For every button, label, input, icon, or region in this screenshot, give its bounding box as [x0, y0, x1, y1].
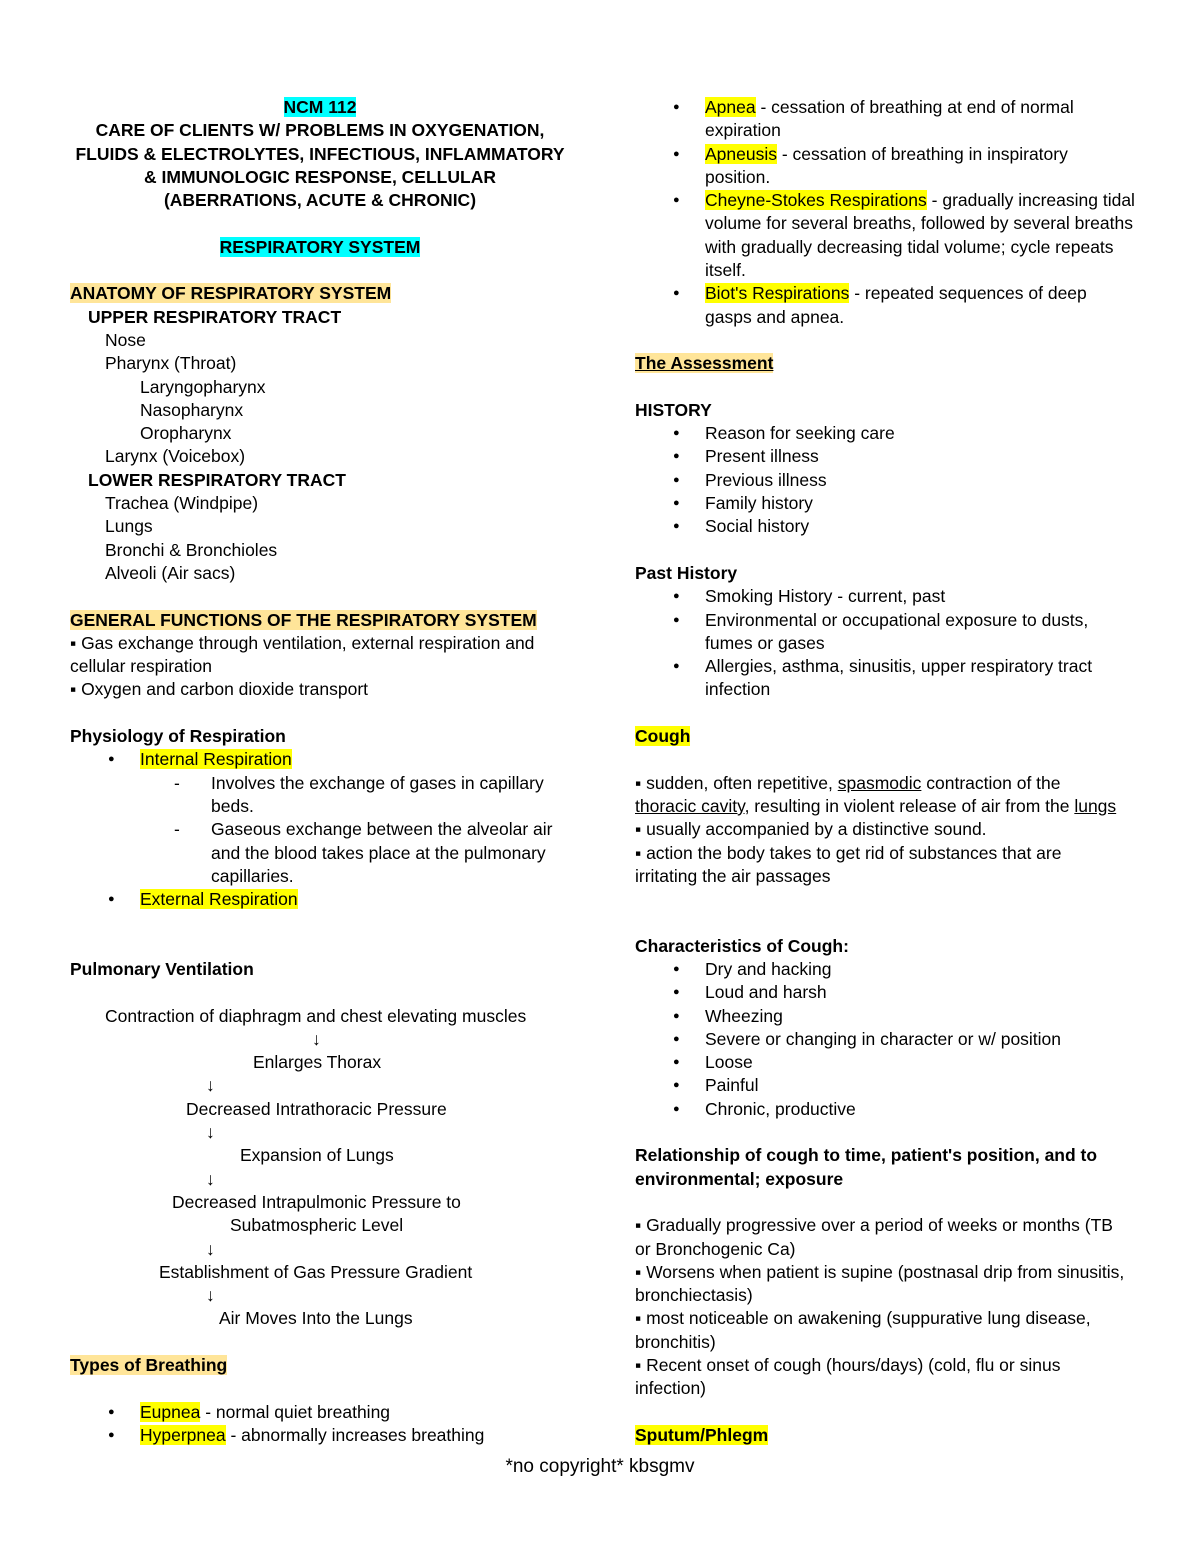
ventilation-step-5b: Subatmospheric Level [230, 1215, 404, 1236]
list-item: - Involves the exchange of gases in capillary beds. [70, 772, 570, 819]
history-label: HISTORY [635, 399, 712, 420]
list-item: ● Previous illness [635, 469, 1135, 492]
ventilation-step-6: Establishment of Gas Pressure Gradient [159, 1261, 473, 1282]
cough-definition-3: ▪ usually accompanied by a distinctive sound. [635, 819, 987, 840]
list-item: ● Internal Respiration [70, 748, 570, 771]
cough-relationship-line: ▪ Worsens when patient is supine (postnasal drip from sinusitis, [635, 1261, 1125, 1282]
page-footer: *no copyright* kbsgmv [505, 1456, 695, 1477]
anatomy-bronchi: Bronchi & Bronchioles [105, 539, 278, 560]
cough-relationship-line: bronchiectasis) [635, 1285, 753, 1306]
list-item: ● Allergies, asthma, sinusitis, upper respiratory tract infection [635, 655, 1135, 702]
ventilation-step-2: Enlarges Thorax [253, 1052, 382, 1073]
function-line-2: cellular respiration [70, 656, 213, 677]
cough-relationship-line: ▪ most noticeable on awakening (suppurative lung disease, [635, 1308, 1091, 1329]
list-item: ● Dry and hacking [635, 958, 1135, 981]
title-line-2: FLUIDS & ELECTROLYTES, INFECTIOUS, INFLAMMATORY [75, 143, 565, 164]
past-history-label: Past History [635, 562, 738, 583]
ventilation-heading: Pulmonary Ventilation [70, 958, 254, 979]
list-item: ● Apneusis - cessation of breathing in inspiratory position. [635, 143, 1135, 190]
list-item: ● Family history [635, 492, 1135, 515]
list-item: ● Painful [635, 1074, 1135, 1097]
left-column [70, 96, 570, 1447]
title-line-1: CARE OF CLIENTS W/ PROBLEMS IN OXYGENATION, [95, 120, 545, 141]
system-title: RESPIRATORY SYSTEM [219, 236, 421, 257]
ventilation-step-3: Decreased Intrathoracic Pressure [186, 1098, 447, 1119]
list-item: ● External Respiration [70, 888, 570, 911]
function-line-3: ▪ Oxygen and carbon dioxide transport [70, 679, 369, 700]
physiology-list-2 [70, 888, 570, 911]
list-item: ● Biot's Respirations - repeated sequences of deep gasps and apnea. [635, 282, 1135, 329]
history-list [635, 422, 1135, 538]
breathing-heading: Types of Breathing [70, 1355, 228, 1376]
anatomy-lungs: Lungs [105, 516, 153, 537]
cough-definition-4: ▪ action the body takes to get rid of substances that are [635, 842, 1062, 863]
anatomy-oropharynx: Oropharynx [140, 423, 232, 444]
cough-definition-5: irritating the air passages [635, 865, 831, 886]
arrow-icon: ↓ [206, 1075, 215, 1096]
list-item: ● Present illness [635, 445, 1135, 468]
function-line-1: ▪ Gas exchange through ventilation, external respiration and [70, 632, 535, 653]
list-item: ● Severe or changing in character or w/ position [635, 1028, 1135, 1051]
right-column [635, 96, 1135, 1447]
list-item: ● Loud and harsh [635, 981, 1135, 1004]
arrow-icon: ↓ [206, 1285, 215, 1306]
list-item: ● Cheyne-Stokes Respirations - gradually increasing tidal volume for several breaths, followed by several breaths with gradually decreasing tidal volume; cycle repeats itself. [635, 189, 1135, 282]
ventilation-step-1: Contraction of diaphragm and chest elevating muscles [105, 1005, 527, 1026]
anatomy-laryngopharynx: Laryngopharynx [140, 376, 266, 397]
cough-relationship-line: ▪ Gradually progressive over a period of weeks or months (TB [635, 1215, 1113, 1236]
list-item: ● Loose [635, 1051, 1135, 1074]
list-item: ● Wheezing [635, 1005, 1135, 1028]
sputum-heading: Sputum/Phlegm [635, 1424, 769, 1445]
list-item: ● Apnea - cessation of breathing at end of normal expiration [635, 96, 1135, 143]
list-item: ● Eupnea - normal quiet breathing [70, 1401, 570, 1424]
breathing-list-right [635, 96, 1135, 329]
anatomy-alveoli: Alveoli (Air sacs) [105, 562, 236, 583]
ventilation-step-5a: Decreased Intrapulmonic Pressure to [172, 1191, 461, 1212]
title-line-4: (ABERRATIONS, ACUTE & CHRONIC) [163, 190, 477, 211]
arrow-icon: ↓ [206, 1122, 215, 1143]
anatomy-larynx: Larynx (Voicebox) [105, 446, 246, 467]
title-line-3: & IMMUNOLOGIC RESPONSE, CELLULAR [144, 166, 496, 187]
course-code: NCM 112 [283, 97, 357, 117]
cough-relationship-line: infection) [635, 1378, 707, 1399]
physiology-heading: Physiology of Respiration [70, 726, 286, 747]
past-history-list [635, 585, 1135, 701]
list-item: ● Hyperpnea - abnormally increases breathing [70, 1424, 570, 1447]
physiology-list [70, 748, 570, 771]
anatomy-heading: ANATOMY OF RESPIRATORY SYSTEM [70, 283, 392, 304]
cough-definition-1: ▪ sudden, often repetitive, spasmodic contraction of the [635, 772, 1061, 793]
lower-tract-label: LOWER RESPIRATORY TRACT [88, 469, 346, 490]
cough-relationship-line: bronchitis) [635, 1331, 716, 1352]
anatomy-nasopharynx: Nasopharynx [140, 399, 244, 420]
arrow-icon: ↓ [206, 1168, 215, 1189]
anatomy-trachea: Trachea (Windpipe) [105, 493, 259, 514]
upper-tract-label: UPPER RESPIRATORY TRACT [88, 306, 342, 327]
cough-definition-2: thoracic cavity, resulting in violent release of air from the lungs [635, 795, 1117, 816]
cough-relationship-line: ▪ Recent onset of cough (hours/days) (cold, flu or sinus [635, 1355, 1061, 1376]
cough-relationship-heading-1: Relationship of cough to time, patient's position, and to [635, 1145, 1098, 1166]
list-item: ● Chronic, productive [635, 1098, 1135, 1121]
internal-respiration-points [70, 772, 570, 888]
breathing-list-left [70, 1401, 570, 1448]
cough-characteristics-list [635, 958, 1135, 1121]
cough-heading: Cough [635, 726, 691, 747]
functions-heading: GENERAL FUNCTIONS OF THE RESPIRATORY SYSTEM [70, 609, 537, 630]
arrow-icon: ↓ [312, 1028, 321, 1049]
list-item: ● Social history [635, 515, 1135, 538]
list-item: ● Reason for seeking care [635, 422, 1135, 445]
ventilation-step-4: Expansion of Lungs [240, 1145, 394, 1166]
list-item: - Gaseous exchange between the alveolar air and the blood takes place at the pulmonary capillaries. [70, 818, 570, 888]
list-item: ● Smoking History - current, past [635, 585, 1135, 608]
list-item: ● Environmental or occupational exposure to dusts, fumes or gases [635, 609, 1135, 656]
assessment-heading: The Assessment [635, 353, 774, 374]
anatomy-nose: Nose [105, 329, 146, 350]
ventilation-step-7: Air Moves Into the Lungs [219, 1308, 413, 1329]
cough-relationship-line: or Bronchogenic Ca) [635, 1238, 796, 1259]
cough-characteristics-label: Characteristics of Cough: [635, 935, 849, 956]
anatomy-pharynx: Pharynx (Throat) [105, 353, 237, 374]
arrow-icon: ↓ [206, 1238, 215, 1259]
cough-relationship-heading-2: environmental; exposure [635, 1168, 844, 1189]
